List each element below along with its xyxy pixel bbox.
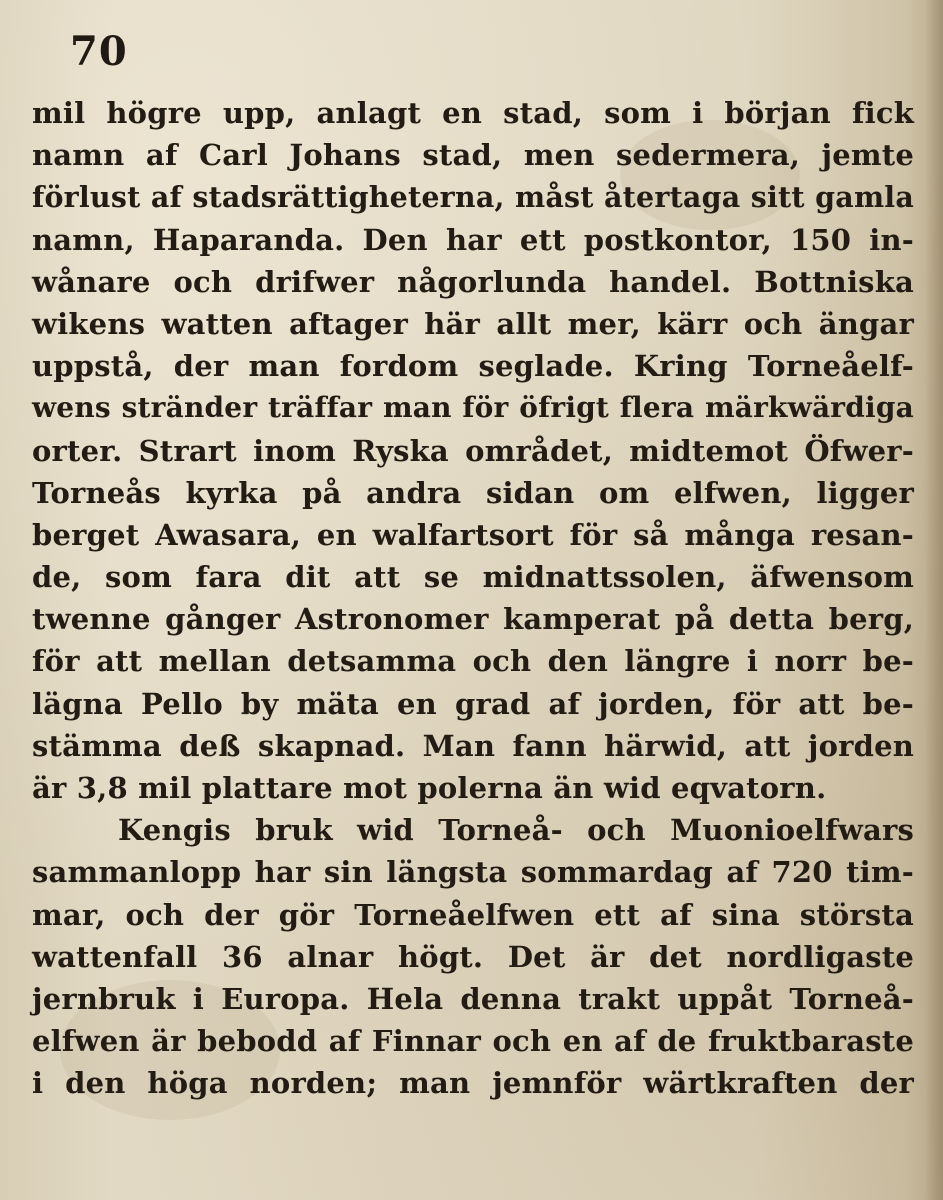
text-line: elfwen är bebodd af Finnar och en af de fruktbaraste	[32, 1024, 914, 1059]
paragraph-start-line: Kengis bruk wid Torneå- och Muonioelfwars	[118, 813, 914, 848]
text-line: namn af Carl Johans stad, men sedermera, jemte	[32, 138, 914, 173]
text-line: uppstå, der man fordom seglade. Kring Torneåelf-	[32, 349, 914, 384]
text-line: wens stränder träffar man för öfrigt flera märkwärdiga	[32, 391, 914, 425]
text-line: de, som fara dit att se midnattssolen, äfwensom	[32, 560, 914, 595]
text-line: wikens watten aftager här allt mer, kärr och ängar	[32, 306, 914, 341]
text-line: mil högre upp, anlagt en stad, som i början fick	[32, 96, 914, 130]
text-line: förlust af stadsrättigheterna, måst återtaga sitt gamla	[32, 180, 914, 215]
text-line: sammanlopp har sin längsta sommardag af 720 tim-	[32, 855, 914, 890]
text-line: berget Awasara, en walfartsort för så många resan-	[32, 517, 914, 552]
text-line: wånare och drifwer någorlunda handel. Bottniska	[32, 264, 914, 299]
text-line: jernbruk i Europa. Hela denna trakt uppåt Torneå-	[32, 981, 914, 1016]
page-edge	[925, 0, 943, 1200]
text-line: orter. Strart inom Ryska området, midtemot Öfwer-	[32, 433, 914, 468]
text-line: Torneås kyrka på andra sidan om elfwen, ligger	[32, 475, 914, 510]
paragraph-end-line: är 3,8 mil plattare mot polerna än wid eqvatorn.	[32, 771, 827, 805]
body-text	[32, 92, 914, 1105]
text-line: twenne gånger Astronomer kamperat på detta berg,	[32, 602, 914, 637]
text-line: lägna Pello by mäta en grad af jorden, för att be-	[32, 686, 914, 721]
text-line: i den höga norden; man jemnför wärtkraften der	[32, 1066, 914, 1101]
text-line: wattenfall 36 alnar högt. Det är det nordligaste	[32, 939, 914, 974]
text-line: stämma deß skapnad. Man fann härwid, att jorden	[32, 728, 914, 763]
text-line: för att mellan detsamma och den längre i norr be-	[32, 644, 914, 679]
text-line: namn, Haparanda. Den har ett postkontor, 150 in-	[32, 222, 914, 257]
page-number: 70	[70, 28, 128, 75]
text-line: mar, och der gör Torneåelfwen ett af sina största	[32, 897, 914, 932]
